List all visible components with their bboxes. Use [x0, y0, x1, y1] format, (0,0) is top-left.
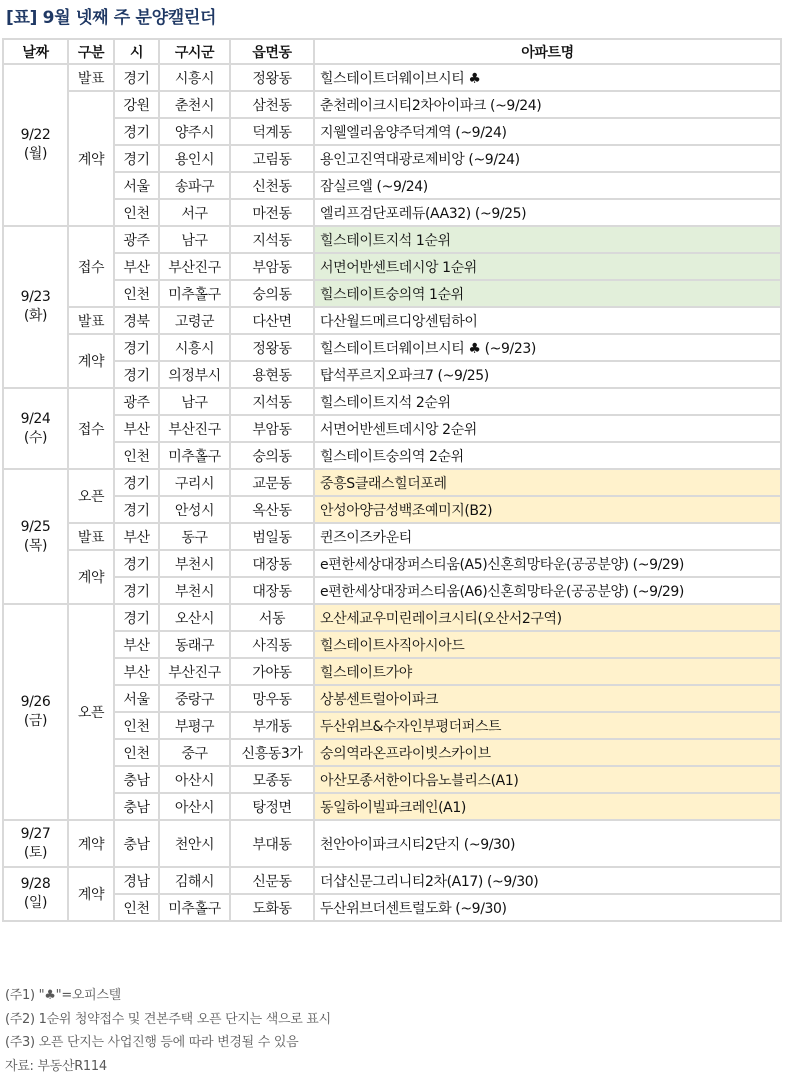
table-row	[3, 685, 781, 712]
table-row	[3, 91, 781, 118]
date: 9/26	[20, 694, 51, 710]
district-cell: 동래구	[159, 631, 230, 658]
city-cell: 경기	[114, 577, 159, 604]
district-cell: 송파구	[159, 172, 230, 199]
table-row	[3, 388, 781, 415]
city-cell: 경기	[114, 145, 159, 172]
district-cell: 아산시	[159, 793, 230, 820]
city-cell: 충남	[114, 766, 159, 793]
weekday: (화)	[23, 308, 48, 324]
city-cell: 부산	[114, 658, 159, 685]
town-cell: 도화동	[230, 894, 314, 921]
town-cell: 부암동	[230, 415, 314, 442]
weekday: (금)	[23, 713, 48, 729]
weekday: (수)	[23, 429, 48, 446]
date-cell	[3, 604, 68, 820]
town-cell: 지석동	[230, 226, 314, 253]
town-cell: 정왕동	[230, 64, 314, 91]
town-cell: 신흥동3가	[230, 739, 314, 766]
city-cell: 인천	[114, 442, 159, 469]
district-cell: 부천시	[159, 550, 230, 577]
city-cell: 경기	[114, 118, 159, 145]
district-cell: 동구	[159, 523, 230, 550]
town-cell: 망우동	[230, 685, 314, 712]
town-cell: 대장동	[230, 577, 314, 604]
footnote-1: (주1) "♣"=오피스텔	[5, 988, 121, 1003]
date-cell	[3, 469, 68, 604]
city-cell: 경기	[114, 334, 159, 361]
city-cell: 인천	[114, 739, 159, 766]
apartment-name-cell: 힐스테이트지석 1순위	[314, 226, 781, 253]
type-cell: 접수	[68, 226, 114, 307]
table-row	[3, 253, 781, 280]
district-cell: 고령군	[159, 307, 230, 334]
type-cell: 계약	[68, 334, 114, 388]
type-cell: 접수	[68, 388, 114, 469]
weekday: (토)	[23, 844, 48, 861]
city-cell: 광주	[114, 226, 159, 253]
date-cell	[3, 820, 68, 867]
city-cell: 경기	[114, 604, 159, 631]
city-cell: 서울	[114, 685, 159, 712]
type-cell: 계약	[68, 550, 114, 604]
town-cell: 신천동	[230, 172, 314, 199]
city-cell: 인천	[114, 712, 159, 739]
district-cell: 용인시	[159, 145, 230, 172]
city-cell: 부산	[114, 415, 159, 442]
type-cell: 오픈	[68, 604, 114, 820]
table-row	[3, 496, 781, 523]
date: 9/25	[20, 518, 51, 535]
table-row	[3, 469, 781, 496]
city-cell: 경북	[114, 307, 159, 334]
type-cell: 계약	[68, 820, 114, 867]
table-row	[3, 118, 781, 145]
apartment-name-cell: 탑석푸르지오파크7 (~9/25)	[314, 361, 781, 388]
apartment-name-cell: 숭의역라온프라이빗스카이브	[314, 739, 781, 766]
district-cell: 시흥시	[159, 334, 230, 361]
apartment-name-cell: 퀸즈이즈카운티	[314, 523, 781, 550]
district-cell: 구리시	[159, 469, 230, 496]
apartment-name-cell: 힐스테이트더웨이브시티 ♣	[314, 64, 781, 91]
apartment-name-cell: 두산위브더센트럴도화 (~9/30)	[314, 894, 781, 921]
apartment-name-cell: 안성아양금성백조예미지(B2)	[314, 496, 781, 523]
table-row	[3, 226, 781, 253]
town-cell: 다산면	[230, 307, 314, 334]
district-cell: 부산진구	[159, 415, 230, 442]
town-cell: 마전동	[230, 199, 314, 226]
weekday: (목)	[23, 537, 48, 554]
district-cell: 천안시	[159, 820, 230, 867]
city-cell: 부산	[114, 523, 159, 550]
city-cell: 충남	[114, 820, 159, 867]
table-row	[3, 442, 781, 469]
weekday: (일)	[23, 895, 48, 911]
district-cell: 시흥시	[159, 64, 230, 91]
date-cell	[3, 64, 68, 226]
header-city: 시	[114, 39, 159, 64]
table-row	[3, 361, 781, 388]
district-cell: 춘천시	[159, 91, 230, 118]
apartment-name-cell: 힐스테이트더웨이브시티 ♣ (~9/23)	[314, 334, 781, 361]
town-cell: 부암동	[230, 253, 314, 280]
sales-calendar-table	[2, 38, 782, 922]
type-cell: 발표	[68, 523, 114, 550]
district-cell: 부천시	[159, 577, 230, 604]
district-cell: 오산시	[159, 604, 230, 631]
date-cell	[3, 388, 68, 469]
page-title: [표] 9월 넷째 주 분양캘린더	[6, 8, 217, 28]
footnote-3: (주3) 오픈 단지는 사업진행 등에 따라 변경될 수 있음	[5, 1035, 299, 1050]
district-cell: 남구	[159, 226, 230, 253]
table-row	[3, 145, 781, 172]
apartment-name-cell: 오산세교우미린레이크시티(오산서2구역)	[314, 604, 781, 631]
table-row	[3, 604, 781, 631]
city-cell: 경기	[114, 361, 159, 388]
type-cell: 오픈	[68, 469, 114, 523]
town-cell: 부개동	[230, 712, 314, 739]
table-row	[3, 577, 781, 604]
apartment-name-cell: 잠실르엘 (~9/24)	[314, 172, 781, 199]
weekday: (월)	[23, 146, 48, 162]
apartment-name-cell: 지웰엘리움양주덕계역 (~9/24)	[314, 118, 781, 145]
table-row	[3, 199, 781, 226]
district-cell: 부산진구	[159, 253, 230, 280]
header-district: 구시군	[159, 39, 230, 64]
town-cell: 정왕동	[230, 334, 314, 361]
table-row	[3, 793, 781, 820]
apartment-name-cell: e편한세상대장퍼스티움(A6)신혼희망타운(공공분양) (~9/29)	[314, 577, 781, 604]
town-cell: 옥산동	[230, 496, 314, 523]
city-cell: 인천	[114, 199, 159, 226]
district-cell: 미추홀구	[159, 442, 230, 469]
apartment-name-cell: 천안아이파크시티2단지 (~9/30)	[314, 820, 781, 867]
type-cell: 발표	[68, 307, 114, 334]
town-cell: 대장동	[230, 550, 314, 577]
town-cell: 삼천동	[230, 91, 314, 118]
table-row	[3, 820, 781, 867]
table-row	[3, 280, 781, 307]
district-cell: 안성시	[159, 496, 230, 523]
city-cell: 경기	[114, 496, 159, 523]
district-cell: 미추홀구	[159, 894, 230, 921]
table-row	[3, 739, 781, 766]
district-cell: 의정부시	[159, 361, 230, 388]
district-cell: 중구	[159, 739, 230, 766]
town-cell: 고림동	[230, 145, 314, 172]
city-cell: 강원	[114, 91, 159, 118]
apartment-name-cell: 아산모종서한이다음노블리스(A1)	[314, 766, 781, 793]
district-cell: 서구	[159, 199, 230, 226]
apartment-name-cell: e편한세상대장퍼스티움(A5)신혼희망타운(공공분양) (~9/29)	[314, 550, 781, 577]
apartment-name-cell: 용인고진역대광로제비앙 (~9/24)	[314, 145, 781, 172]
city-cell: 인천	[114, 280, 159, 307]
header-type: 구분	[68, 39, 114, 64]
town-cell: 지석동	[230, 388, 314, 415]
apartment-name-cell: 엘리프검단포레듀(AA32) (~9/25)	[314, 199, 781, 226]
footnotes	[5, 984, 331, 1078]
town-cell: 모종동	[230, 766, 314, 793]
town-cell: 신문동	[230, 867, 314, 894]
date: 9/27	[20, 825, 51, 842]
city-cell: 경기	[114, 64, 159, 91]
town-cell: 범일동	[230, 523, 314, 550]
town-cell: 사직동	[230, 631, 314, 658]
town-cell: 덕계동	[230, 118, 314, 145]
source-note: 자료: 부동산R114	[5, 1058, 107, 1074]
table-row	[3, 766, 781, 793]
town-cell: 가야동	[230, 658, 314, 685]
town-cell: 용현동	[230, 361, 314, 388]
town-cell: 부대동	[230, 820, 314, 867]
date-cell	[3, 226, 68, 388]
table-row	[3, 172, 781, 199]
city-cell: 경남	[114, 867, 159, 894]
date: 9/28	[20, 876, 51, 892]
table-row	[3, 894, 781, 921]
district-cell: 아산시	[159, 766, 230, 793]
city-cell: 서울	[114, 172, 159, 199]
city-cell: 인천	[114, 894, 159, 921]
header-row	[3, 39, 781, 64]
apartment-name-cell: 다산월드메르디앙센텀하이	[314, 307, 781, 334]
table-row	[3, 307, 781, 334]
table-row	[3, 550, 781, 577]
city-cell: 경기	[114, 469, 159, 496]
apartment-name-cell: 힐스테이트사직아시아드	[314, 631, 781, 658]
town-cell: 숭의동	[230, 280, 314, 307]
table-body	[3, 64, 781, 921]
header-apartment: 아파트명	[314, 39, 781, 64]
district-cell: 미추홀구	[159, 280, 230, 307]
table-row	[3, 523, 781, 550]
apartment-name-cell: 상봉센트럴아이파크	[314, 685, 781, 712]
table-row	[3, 712, 781, 739]
apartment-name-cell: 힐스테이트가야	[314, 658, 781, 685]
header-date: 날짜	[3, 39, 68, 64]
district-cell: 남구	[159, 388, 230, 415]
apartment-name-cell: 더샵신문그리니티2차(A17) (~9/30)	[314, 867, 781, 894]
district-cell: 중랑구	[159, 685, 230, 712]
date: 9/22	[20, 127, 51, 143]
footnote-2: (주2) 1순위 청약접수 및 견본주택 오픈 단지는 색으로 표시	[5, 1011, 331, 1027]
header-town: 읍면동	[230, 39, 314, 64]
city-cell: 부산	[114, 253, 159, 280]
table-row	[3, 867, 781, 894]
table-row	[3, 64, 781, 91]
apartment-name-cell: 두산위브&수자인부평더퍼스트	[314, 712, 781, 739]
city-cell: 광주	[114, 388, 159, 415]
apartment-name-cell: 서면어반센트데시앙 1순위	[314, 253, 781, 280]
apartment-name-cell: 힐스테이트숭의역 2순위	[314, 442, 781, 469]
table-row	[3, 415, 781, 442]
apartment-name-cell: 중흥S클래스힐더포레	[314, 469, 781, 496]
district-cell: 부평구	[159, 712, 230, 739]
district-cell: 양주시	[159, 118, 230, 145]
apartment-name-cell: 동일하이빌파크레인(A1)	[314, 793, 781, 820]
city-cell: 경기	[114, 550, 159, 577]
type-cell: 발표	[68, 64, 114, 91]
date: 9/23	[20, 289, 51, 305]
table-row	[3, 658, 781, 685]
town-cell: 교문동	[230, 469, 314, 496]
apartment-name-cell: 서면어반센트데시앙 2순위	[314, 415, 781, 442]
type-cell: 계약	[68, 867, 114, 921]
date: 9/24	[20, 410, 51, 427]
apartment-name-cell: 힐스테이트지석 2순위	[314, 388, 781, 415]
city-cell: 충남	[114, 793, 159, 820]
table-row	[3, 334, 781, 361]
town-cell: 탕정면	[230, 793, 314, 820]
apartment-name-cell: 춘천레이크시티2차아이파크 (~9/24)	[314, 91, 781, 118]
table-row	[3, 631, 781, 658]
district-cell: 김해시	[159, 867, 230, 894]
district-cell: 부산진구	[159, 658, 230, 685]
city-cell: 부산	[114, 631, 159, 658]
apartment-name-cell: 힐스테이트숭의역 1순위	[314, 280, 781, 307]
type-cell: 계약	[68, 91, 114, 226]
town-cell: 서동	[230, 604, 314, 631]
date-cell	[3, 867, 68, 921]
town-cell: 숭의동	[230, 442, 314, 469]
